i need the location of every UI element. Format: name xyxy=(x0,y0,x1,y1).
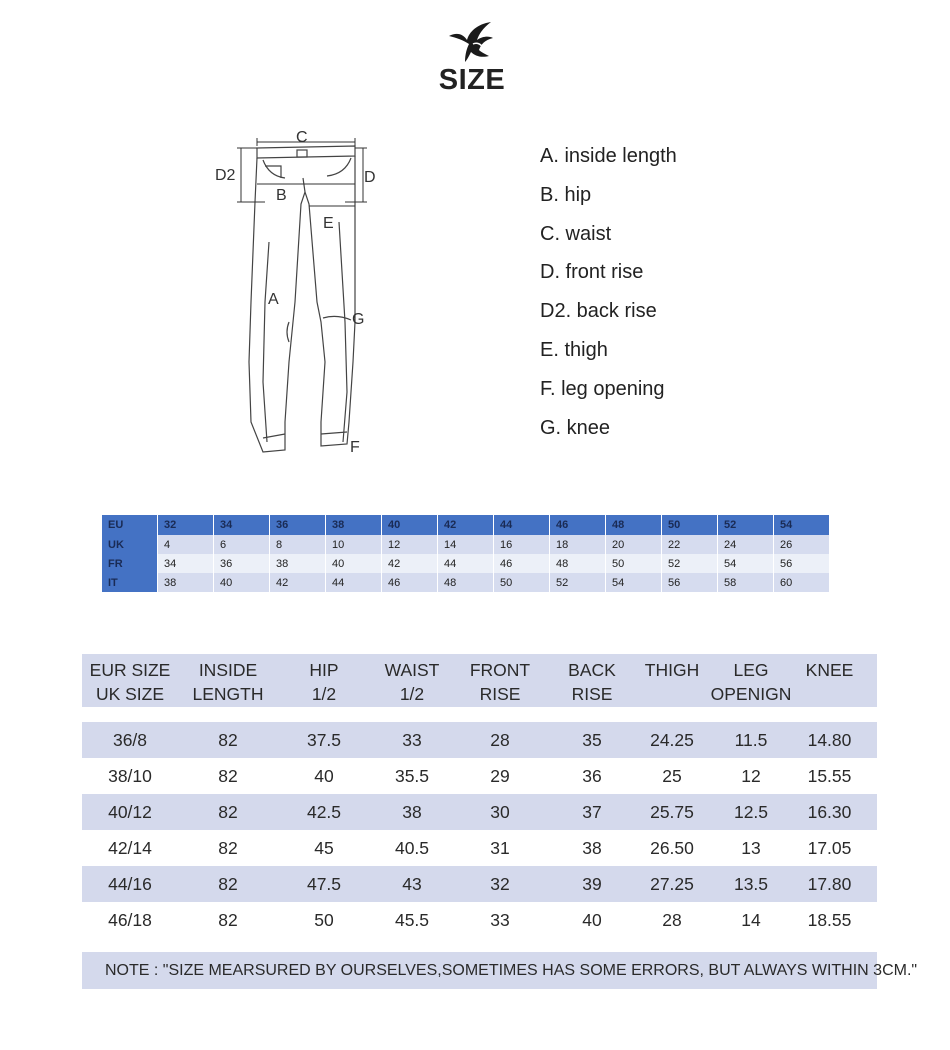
measurement-cell: 28 xyxy=(662,909,682,930)
label-f: F xyxy=(350,439,360,456)
measurement-cell: 33 xyxy=(490,909,510,930)
conversion-cell: 14 xyxy=(438,535,493,554)
conversion-cell: 54 xyxy=(774,515,829,535)
conversion-cell: 34 xyxy=(158,554,213,573)
measurement-cell: 40.5 xyxy=(394,837,430,858)
measurement-header xyxy=(82,658,178,706)
measurement-cell: 25 xyxy=(662,765,682,786)
measurement-header-line: RISE xyxy=(479,684,521,704)
conversion-cell: 38 xyxy=(326,515,381,535)
measurement-header-row xyxy=(82,654,877,707)
measurement-cell: 27.25 xyxy=(650,873,694,894)
measurement-cell: 32 xyxy=(490,873,510,894)
measurement-cell: 43 xyxy=(402,873,422,894)
measurement-cell: 36/8 xyxy=(112,729,148,750)
conversion-cell: 56 xyxy=(774,554,829,573)
measurement-cell: 24.25 xyxy=(650,729,694,750)
measurement-cell: 82 xyxy=(218,729,238,750)
legend-item: D. front rise xyxy=(540,261,644,284)
conversion-cell: 4 xyxy=(158,535,213,554)
measurement-header-line: INSIDE xyxy=(198,660,258,680)
measurement-cell: 40 xyxy=(582,909,602,930)
measurement-cell: 36 xyxy=(582,765,602,786)
conversion-cell: 36 xyxy=(214,554,269,573)
measurement-cell: 37 xyxy=(582,801,602,822)
conversion-cell: 52 xyxy=(662,554,717,573)
measurement-cell: 40/12 xyxy=(108,801,152,822)
measurement-cell: 33 xyxy=(402,729,422,750)
legend-item: F. leg opening xyxy=(540,377,665,400)
conversion-cell: 58 xyxy=(718,573,773,592)
conversion-cell: 44 xyxy=(326,573,381,592)
conversion-row xyxy=(102,573,829,592)
size-conversion-table xyxy=(101,515,830,592)
label-e: E xyxy=(323,215,334,232)
measurement-cell: 28 xyxy=(490,729,510,750)
conversion-cell: 46 xyxy=(494,554,549,573)
conversion-cell: 40 xyxy=(214,573,269,592)
conversion-cell: 50 xyxy=(494,573,549,592)
measurement-header-line: THIGH xyxy=(644,660,700,680)
measurement-cell: 45 xyxy=(314,837,334,858)
measurement-header xyxy=(454,658,546,706)
measurement-cell: 14.80 xyxy=(807,729,852,750)
conversion-cell: 38 xyxy=(270,554,325,573)
measurement-note: NOTE : "SIZE MEARSURED BY OURSELVES,SOMETIMES HAS SOME ERRORS, BUT ALWAYS WITHIN 3CM." xyxy=(82,952,877,989)
label-d: D xyxy=(364,169,376,186)
conversion-cell: 60 xyxy=(774,573,829,592)
measurement-cell: 37.5 xyxy=(306,729,342,750)
conversion-cell: 34 xyxy=(214,515,269,535)
conversion-cell: 48 xyxy=(606,515,661,535)
measurement-table xyxy=(82,654,877,938)
measurement-cell: 12 xyxy=(741,765,761,786)
legend-item: D2. back rise xyxy=(540,300,657,323)
conversion-cell: 24 xyxy=(718,535,773,554)
legend-item: B. hip xyxy=(540,183,592,206)
measurement-header-line: EUR SIZE xyxy=(89,660,171,680)
conversion-label: FR xyxy=(102,554,157,573)
label-a: A xyxy=(268,291,279,308)
conversion-cell: 42 xyxy=(270,573,325,592)
measurement-cell: 42.5 xyxy=(306,801,342,822)
measurement-header-line: 1/2 xyxy=(311,684,337,704)
measurement-header xyxy=(546,658,638,706)
measurement-cell: 38 xyxy=(402,801,422,822)
label-g: G xyxy=(352,311,365,328)
measurement-row xyxy=(82,902,877,938)
conversion-cell: 38 xyxy=(158,573,213,592)
conversion-cell: 48 xyxy=(438,573,493,592)
measurement-header-line: RISE xyxy=(571,684,613,704)
measurement-cell: 40 xyxy=(314,765,334,786)
measurement-cell: 82 xyxy=(218,909,238,930)
measurement-header xyxy=(370,658,454,706)
label-c: C xyxy=(296,129,308,146)
measurement-cell: 35 xyxy=(582,729,602,750)
measurement-cell: 82 xyxy=(218,873,238,894)
conversion-cell: 26 xyxy=(774,535,829,554)
conversion-cell: 54 xyxy=(718,554,773,573)
measurement-row xyxy=(82,758,877,794)
conversion-cell: 8 xyxy=(270,535,325,554)
measurement-legend xyxy=(540,142,677,452)
measurement-cell: 38 xyxy=(582,837,602,858)
measurement-header-line: BACK xyxy=(568,660,616,680)
measurement-header-line: 1/2 xyxy=(399,684,425,704)
label-d2: D2 xyxy=(215,167,236,184)
measurement-cell: 31 xyxy=(490,837,510,858)
measurement-header xyxy=(796,658,863,682)
measurement-cell: 26.50 xyxy=(650,837,694,858)
measurement-cell: 17.05 xyxy=(807,837,852,858)
measurement-row xyxy=(82,866,877,902)
conversion-label: UK xyxy=(102,535,157,554)
conversion-cell: 50 xyxy=(606,554,661,573)
measurement-cell: 18.55 xyxy=(807,909,852,930)
measurement-cell: 14 xyxy=(741,909,761,930)
conversion-cell: 12 xyxy=(382,535,437,554)
measurement-cell: 82 xyxy=(218,837,238,858)
conversion-cell: 42 xyxy=(438,515,493,535)
measurement-cell: 25.75 xyxy=(650,801,694,822)
conversion-cell: 6 xyxy=(214,535,269,554)
measurement-cell: 45.5 xyxy=(394,909,430,930)
measurement-header-line: OPENIGN xyxy=(710,684,792,704)
conversion-cell: 16 xyxy=(494,535,549,554)
measurement-cell: 42/14 xyxy=(108,837,152,858)
measurement-cell: 35.5 xyxy=(394,765,430,786)
conversion-cell: 56 xyxy=(662,573,717,592)
measurement-row xyxy=(82,722,877,758)
legend-item: G. knee xyxy=(540,416,611,439)
legend-item: E. thigh xyxy=(540,338,608,361)
conversion-cell: 40 xyxy=(326,554,381,573)
conversion-row xyxy=(102,535,829,554)
measurement-cell: 46/18 xyxy=(108,909,152,930)
conversion-cell: 52 xyxy=(718,515,773,535)
conversion-cell: 10 xyxy=(326,535,381,554)
measurement-cell: 17.80 xyxy=(807,873,852,894)
label-b: B xyxy=(276,187,287,204)
measurement-header-line: UK SIZE xyxy=(95,684,165,704)
jeans-outline-icon xyxy=(205,122,395,467)
measurement-cell: 30 xyxy=(490,801,510,822)
measurement-header-line: FRONT xyxy=(469,660,531,680)
conversion-label: IT xyxy=(102,573,157,592)
measurement-header-line: LEG xyxy=(733,660,769,680)
conversion-cell: 50 xyxy=(662,515,717,535)
measurement-header-line: WAIST xyxy=(384,660,440,680)
page-title: SIZE xyxy=(438,64,506,96)
measurement-cell: 16.30 xyxy=(807,801,852,822)
conversion-cell: 54 xyxy=(606,573,661,592)
measurement-cell: 13 xyxy=(741,837,761,858)
legend-item: A. inside length xyxy=(540,145,677,167)
conversion-cell: 18 xyxy=(550,535,605,554)
measurement-header xyxy=(178,658,278,706)
measurement-cell: 82 xyxy=(218,765,238,786)
conversion-label: EU xyxy=(102,515,157,535)
measurement-cell: 50 xyxy=(314,909,334,930)
measurement-header xyxy=(278,658,370,706)
conversion-cell: 32 xyxy=(158,515,213,535)
measurement-cell: 38/10 xyxy=(108,765,152,786)
measurement-header-line: LENGTH xyxy=(192,684,264,704)
measurement-header-line: HIP xyxy=(309,660,339,680)
conversion-cell: 48 xyxy=(550,554,605,573)
measurement-cell: 11.5 xyxy=(734,729,768,750)
conversion-cell: 46 xyxy=(382,573,437,592)
conversion-cell: 46 xyxy=(550,515,605,535)
conversion-cell: 40 xyxy=(382,515,437,535)
conversion-cell: 22 xyxy=(662,535,717,554)
conversion-cell: 44 xyxy=(494,515,549,535)
measurement-cell: 47.5 xyxy=(306,873,342,894)
conversion-cell: 42 xyxy=(382,554,437,573)
measurement-header xyxy=(638,658,706,682)
measurement-cell: 12.5 xyxy=(733,801,769,822)
conversion-cell: 36 xyxy=(270,515,325,535)
measurement-cell: 15.55 xyxy=(807,765,852,786)
measurement-cell: 13.5 xyxy=(733,873,769,894)
measurement-row xyxy=(82,830,877,866)
conversion-cell: 20 xyxy=(606,535,661,554)
measurement-header xyxy=(706,658,796,706)
measurement-row xyxy=(82,794,877,830)
measurement-cell: 82 xyxy=(218,801,238,822)
conversion-row xyxy=(102,515,829,535)
conversion-cell: 52 xyxy=(550,573,605,592)
measurement-header-line: KNEE xyxy=(805,660,854,680)
measurement-cell: 39 xyxy=(582,873,602,894)
conversion-row xyxy=(102,554,829,573)
conversion-cell: 44 xyxy=(438,554,493,573)
measurement-cell: 29 xyxy=(490,765,510,786)
measurement-cell: 44/16 xyxy=(108,873,152,894)
legend-item: C. waist xyxy=(540,222,612,245)
bird-logo-icon xyxy=(447,22,495,62)
